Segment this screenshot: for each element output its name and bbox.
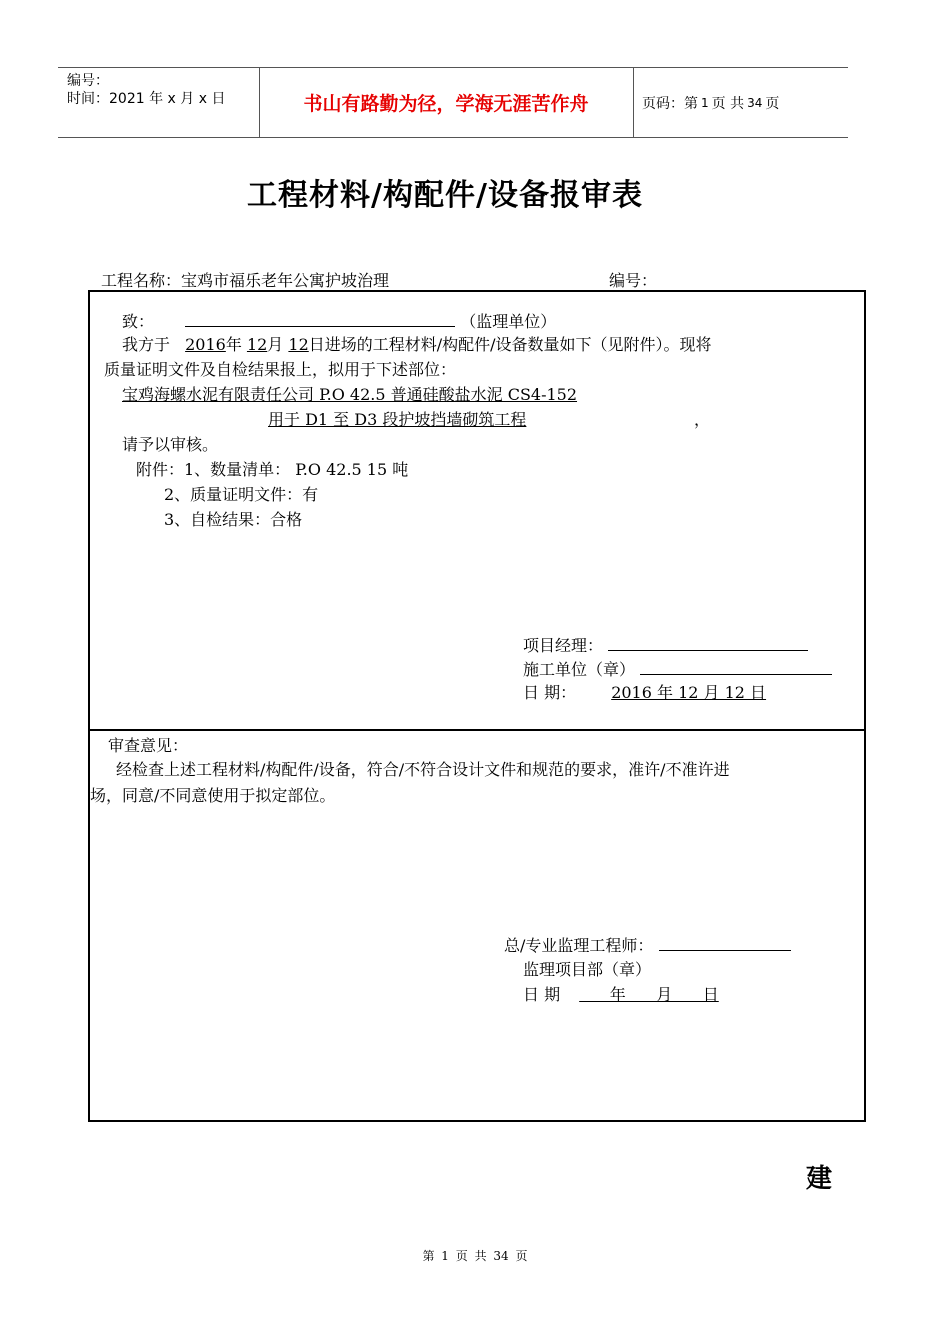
- supervisor-unit-label: （监理单位）: [460, 312, 557, 331]
- usage-line: 用于 D1 至 D3 段护坡挡墙砌筑工程 ，: [268, 410, 711, 429]
- page-current: 1: [701, 95, 709, 110]
- code-label: 编号：: [67, 73, 109, 89]
- submission-line: 质量证明文件及自检结果报上，拟用于下述部位：: [104, 360, 457, 379]
- arrival-line: 我方于 2016年 12月 12日进场的工程材料/构配件/设备数量如下（见附件）。现将: [122, 335, 712, 354]
- material-line: 宝鸡海螺水泥有限责任公司 P.O 42.5 普通硅酸盐水泥 CS4-152: [122, 385, 578, 404]
- review-text-line2: 场，同意/不同意使用于拟定部位。: [90, 786, 336, 805]
- form-number-label: 编号：: [609, 271, 658, 290]
- contractor-line: 施工单位（章）: [523, 658, 832, 681]
- review-date-line: 日 期 年 月 日: [523, 984, 731, 1006]
- form-box: [88, 290, 866, 1122]
- application-date-line: 日 期： 2016 年 12 月 12 日: [523, 682, 793, 704]
- attachment-quantity: 附件：1、数量清单： P.O 42.5 15 吨: [136, 460, 409, 479]
- page-title: 工程材料/构配件/设备报审表: [247, 178, 643, 213]
- attachment-certificate: 2、质量证明文件：有: [164, 485, 319, 504]
- side-character: 建: [806, 1164, 833, 1194]
- attachment-selfcheck: 3、自检结果：合格: [164, 510, 303, 529]
- addressee-line: [122, 310, 556, 333]
- footer-page-total: 34: [493, 1249, 509, 1263]
- supervision-dept-label: 监理项目部（章）: [523, 960, 652, 979]
- contractor-seal-blank[interactable]: [640, 658, 832, 675]
- motto: 书山有路勤为径，学海无涯苦作舟: [303, 93, 589, 115]
- document-header: [58, 67, 848, 138]
- page-indicator: 页码：第 1 页 共 34 页: [642, 95, 780, 112]
- section-divider: [90, 729, 864, 731]
- review-text-line1: 经检查上述工程材料/构配件/设备，符合/不符合设计文件和规范的要求，准许/不准许进: [116, 760, 730, 779]
- arrival-month: 12: [246, 335, 268, 354]
- engineer-signature-blank[interactable]: [659, 934, 791, 951]
- review-heading: 审查意见：: [108, 736, 189, 755]
- header-divider: [633, 68, 634, 137]
- arrival-year: 2016: [185, 335, 226, 354]
- supervisor-unit-blank[interactable]: [185, 310, 455, 327]
- to-label: 致：: [122, 312, 155, 331]
- request-line: 请予以审核。: [122, 435, 219, 454]
- arrival-day: 12: [288, 335, 309, 354]
- footer-page-current: 1: [441, 1249, 449, 1263]
- engineer-line: 总/专业监理工程师：: [504, 934, 791, 957]
- review-date-blank[interactable]: 年 月 日: [579, 985, 719, 1004]
- page-footer: 第 1 页 共 34 页: [422, 1249, 528, 1263]
- application-date: 2016 年 12 月 12 日: [611, 683, 767, 702]
- header-left: [67, 72, 225, 108]
- project-name: 工程名称：宝鸡市福乐老年公寓护坡治理: [101, 271, 390, 290]
- project-manager-blank[interactable]: [608, 634, 808, 651]
- time-label: 时间：2021 年 x 月 x 日: [67, 91, 226, 107]
- project-manager-line: 项目经理：: [523, 634, 808, 657]
- page-total: 34: [747, 95, 763, 110]
